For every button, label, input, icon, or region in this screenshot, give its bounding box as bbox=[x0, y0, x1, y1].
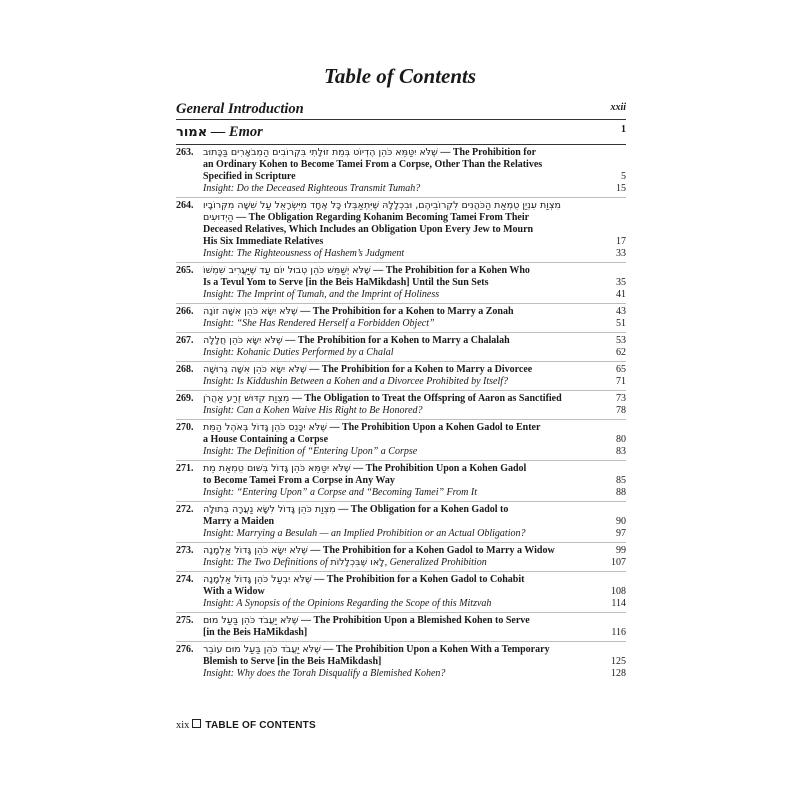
entry-hebrew: שֶׁלֹּא יִכָּנֵס כֹּהֵן גָּדוֹל בְּאֹהֶל הַמֵּת bbox=[203, 422, 327, 433]
entry-number: 274. bbox=[176, 574, 194, 585]
page-number: xxii bbox=[610, 102, 626, 113]
entry-title-line[interactable] bbox=[176, 656, 626, 668]
entry-number: 264. bbox=[176, 200, 194, 211]
entry-divider bbox=[176, 361, 626, 362]
entry-title-line[interactable] bbox=[176, 265, 626, 277]
entry-title-text: Deceased Relatives, Which Includes an Obligation Upon Every Jew to Mourn bbox=[203, 224, 534, 235]
page-number: 108 bbox=[611, 586, 626, 597]
entry-title-line[interactable] bbox=[176, 212, 626, 224]
page-number: 73 bbox=[616, 393, 626, 404]
entry-insight[interactable] bbox=[176, 528, 626, 540]
entry-title-line[interactable] bbox=[176, 171, 626, 183]
entry-number: 276. bbox=[176, 644, 194, 655]
page-number: 128 bbox=[611, 668, 626, 679]
footer-page-number: xix bbox=[176, 720, 190, 731]
toc-entry bbox=[176, 574, 626, 610]
entry-title-line[interactable] bbox=[176, 615, 626, 627]
section-dash: — bbox=[210, 124, 226, 140]
page-title: Table of Contents bbox=[323, 64, 477, 88]
entry-title-line[interactable] bbox=[176, 159, 626, 171]
entry-title-text: — The Prohibition for a Kohen to Marry a Zonah bbox=[300, 306, 514, 317]
entry-title-line[interactable] bbox=[176, 516, 626, 528]
entry-insight[interactable] bbox=[176, 376, 626, 388]
entry-title-text: — The Prohibition for a Kohen Gadol to Cohabit bbox=[314, 574, 525, 585]
insight-text: Insight: Can a Kohen Waive His Right to Be Honored? bbox=[203, 405, 423, 416]
page-number: 97 bbox=[616, 528, 626, 539]
entry-number: 271. bbox=[176, 463, 194, 474]
entry-hebrew: שֶׁלֹּא יַעֲבֹד כֹּהֵן בַּעַל מוּם bbox=[203, 615, 299, 626]
page-number: 125 bbox=[611, 656, 626, 667]
square-bullet-icon bbox=[192, 719, 201, 728]
entry-hebrew: שֶׁלֹּא יִטַּמֵּא כֹּהֵן הֶדְיוֹט בְּמֵת זוּלָתִי בִּקְרוֹבִים הַמְבֹאָרִים בַּכָּתוּב bbox=[203, 147, 438, 158]
page-number: 83 bbox=[616, 446, 626, 457]
page-number: 107 bbox=[611, 557, 626, 568]
entry-divider bbox=[176, 641, 626, 642]
table-of-contents bbox=[176, 100, 626, 680]
entry-title-line[interactable] bbox=[176, 545, 626, 557]
entry-title-text: — The Prohibition for a Kohen to Marry a Divorcee bbox=[309, 364, 533, 375]
entry-number: 269. bbox=[176, 393, 194, 404]
entry-title-line[interactable] bbox=[176, 627, 626, 639]
entry-title-text: — The Prohibition Upon a Kohen Gadol bbox=[353, 463, 527, 474]
entry-insight[interactable] bbox=[176, 318, 626, 330]
entry-divider bbox=[176, 197, 626, 198]
toc-entry bbox=[176, 364, 626, 388]
page-number: 88 bbox=[616, 487, 626, 498]
entry-hebrew: שֶׁלֹּא יִשָּׂא כֹּהֵן חֲלָלָה bbox=[203, 335, 283, 346]
page-number: 53 bbox=[616, 335, 626, 346]
page-number: 78 bbox=[616, 405, 626, 416]
page-number: 15 bbox=[616, 183, 626, 194]
entry-insight[interactable] bbox=[176, 289, 626, 301]
footer-title: TABLE OF CONTENTS bbox=[205, 720, 316, 731]
entry-divider bbox=[176, 262, 626, 263]
entry-list bbox=[176, 147, 626, 680]
entry-title-line[interactable] bbox=[176, 393, 626, 405]
entry-hebrew: שֶׁלֹּא יִטַּמֵּא כֹּהֵן גָּדוֹל בְּשׁוּם טֻמְאַת מֵת bbox=[203, 463, 351, 474]
insight-text: Insight: “Entering Upon” a Corpse and “Becoming Tamei” From It bbox=[203, 487, 477, 498]
entry-insight[interactable] bbox=[176, 598, 626, 610]
entry-hebrew: שֶׁלֹּא יִבְעַל כֹּהֵן גָּדוֹל אַלְמָנָה bbox=[203, 574, 312, 585]
entry-title-text: — The Prohibition Upon a Blemished Kohen to Serve bbox=[301, 615, 530, 626]
entry-title-line[interactable] bbox=[176, 306, 626, 318]
entry-insight[interactable] bbox=[176, 487, 626, 499]
entry-hebrew: שֶׁלֹּא יִשָּׂא כֹּהֵן אִשָּׁה זוֹנָה bbox=[203, 306, 298, 317]
page-number: 114 bbox=[611, 598, 626, 609]
running-footer bbox=[176, 719, 316, 731]
insight-text: Insight: Marrying a Besulah — an Implied Prohibition or an Actual Obligation? bbox=[203, 528, 526, 539]
entry-title-text: — The Obligation for a Kohen Gadol to bbox=[338, 504, 509, 515]
toc-entry bbox=[176, 545, 626, 569]
entry-divider bbox=[176, 460, 626, 461]
insight-text: Insight: Why does the Torah Disqualify a Blemished Kohen? bbox=[203, 668, 446, 679]
entry-divider bbox=[176, 612, 626, 613]
divider bbox=[176, 119, 626, 120]
entry-title-text: Specified in Scripture bbox=[203, 171, 296, 182]
entry-title-line[interactable] bbox=[176, 200, 626, 212]
entry-number: 263. bbox=[176, 147, 194, 158]
entry-title-text: His Six Immediate Relatives bbox=[203, 236, 324, 247]
entry-title-line[interactable] bbox=[176, 463, 626, 475]
entry-title-text: — The Obligation to Treat the Offspring of Aaron as Sanctified bbox=[291, 393, 562, 404]
insight-text: Insight: The Imprint of Tumah, and the Imprint of Holiness bbox=[203, 289, 440, 300]
page-number: 99 bbox=[616, 545, 626, 556]
section-label: Emor bbox=[228, 124, 263, 140]
insight-text: Insight: Kohanic Duties Performed by a Chalal bbox=[203, 347, 394, 358]
entry-number: 266. bbox=[176, 306, 194, 317]
toc-entry bbox=[176, 644, 626, 680]
page-number: 5 bbox=[621, 171, 626, 182]
insight-text: Insight: The Two Definitions of bbox=[203, 557, 328, 568]
page-number: 43 bbox=[616, 306, 626, 317]
entry-insight[interactable] bbox=[176, 347, 626, 359]
page-number: 51 bbox=[616, 318, 626, 329]
entry-number: 268. bbox=[176, 364, 194, 375]
insight-text: Insight: A Synopsis of the Opinions Regarding the Scope of this Mitzvah bbox=[203, 598, 492, 609]
entry-number: 273. bbox=[176, 545, 194, 556]
entry-divider bbox=[176, 332, 626, 333]
entry-hebrew: מִצְוַת קִדּוּשׁ זֶרַע אַהֲרֹן bbox=[203, 393, 290, 404]
entry-title-line[interactable] bbox=[176, 644, 626, 656]
entry-hebrew: מִצְוַת עִנְיַן טֻמְאַת הַכֹּהֲנִים לִקְרוֹבֵיהֶם, וּבִכְלָלָהּ שֶׁיִּתְאַבְּלוּ כָּל אֶחָד מִיִּשְׂרָאֵל עַל שִׁשָּׁה מִקְּרוֹבָיו bbox=[203, 200, 561, 211]
toc-entry bbox=[176, 335, 626, 359]
page-number: 71 bbox=[616, 376, 626, 387]
page-number: 1 bbox=[621, 124, 626, 135]
section-general-introduction[interactable] bbox=[176, 100, 626, 118]
entry-divider bbox=[176, 501, 626, 502]
insight-text: Insight: Do the Deceased Righteous Transmit Tumah? bbox=[203, 183, 421, 194]
entry-number: 270. bbox=[176, 422, 194, 433]
entry-title-line[interactable] bbox=[176, 422, 626, 434]
entry-title-text: Marry a Maiden bbox=[203, 516, 275, 527]
entry-title-line[interactable] bbox=[176, 475, 626, 487]
entry-title-text: a House Containing a Corpse bbox=[203, 434, 329, 445]
entry-number: 267. bbox=[176, 335, 194, 346]
entry-insight[interactable] bbox=[176, 668, 626, 680]
insight-text: Insight: The Righteousness of Hashem’s Judgment bbox=[203, 248, 405, 259]
entry-title-text: — The Prohibition for a Kohen Gadol to Marry a Widow bbox=[310, 545, 555, 556]
entry-title-text: — The Obligation Regarding Kohanim Becoming Tamei From Their bbox=[236, 212, 530, 223]
entry-hebrew: שֶׁלֹּא יִשָּׂא כֹּהֵן גָּדוֹל אַלְמָנָה bbox=[203, 545, 308, 556]
section-label: General Introduction bbox=[176, 101, 304, 117]
entry-title-text: With a Widow bbox=[203, 586, 265, 597]
page-number: 62 bbox=[616, 347, 626, 358]
entry-hebrew: מִצְוַת כֹּהֵן גָּדוֹל לִשָּׂא נַעֲרָה בְּתוּלָה bbox=[203, 504, 336, 515]
entry-title-text: [in the Beis HaMikdash] bbox=[203, 627, 308, 638]
entry-title-text: Blemish to Serve [in the Beis HaMikdash] bbox=[203, 656, 382, 667]
entry-hebrew: הַיְדוּעִים bbox=[203, 212, 234, 223]
entry-title-line[interactable] bbox=[176, 574, 626, 586]
entry-divider bbox=[176, 571, 626, 572]
entry-title-line[interactable] bbox=[176, 364, 626, 376]
entry-number: 275. bbox=[176, 615, 194, 626]
entry-title-line[interactable] bbox=[176, 147, 626, 159]
insight-text: Insight: Is Kiddushin Between a Kohen and a Divorcee Prohibited by Itself? bbox=[203, 376, 509, 387]
divider bbox=[176, 144, 626, 145]
page-number: 65 bbox=[616, 364, 626, 375]
entry-title-text: — The Prohibition Upon a Kohen With a Temporary bbox=[323, 644, 550, 655]
entry-hebrew: שֶׁלֹּא יִשָּׂא כֹּהֵן אִשָּׁה גְּרוּשָׁה bbox=[203, 364, 307, 375]
entry-title-text: to Become Tamei From a Corpse in Any Way bbox=[203, 475, 395, 486]
entry-divider bbox=[176, 542, 626, 543]
entry-title-text: Is a Tevul Yom to Serve [in the Beis HaMikdash] Until the Sun Sets bbox=[203, 277, 489, 288]
page-number: 33 bbox=[616, 248, 626, 259]
entry-insight[interactable] bbox=[176, 557, 626, 569]
entry-title-text: an Ordinary Kohen to Become Tamei From a Corpse, Other Than the Relatives bbox=[203, 159, 543, 170]
entry-divider bbox=[176, 303, 626, 304]
entry-title-line[interactable] bbox=[176, 277, 626, 289]
section-hebrew: אמור bbox=[176, 125, 208, 140]
toc-entry bbox=[176, 306, 626, 330]
insight-hebrew: לָאו שֶׁבִּכְלָלוֹת bbox=[330, 557, 385, 568]
entry-title-text: — The Prohibition for bbox=[440, 147, 537, 158]
entry-title-line[interactable] bbox=[176, 586, 626, 598]
entry-divider bbox=[176, 390, 626, 391]
entry-title-line[interactable] bbox=[176, 224, 626, 236]
entry-title-text: — The Prohibition for a Kohen Who bbox=[373, 265, 530, 276]
toc-entry bbox=[176, 393, 626, 417]
toc-entry bbox=[176, 147, 626, 195]
entry-title-line[interactable] bbox=[176, 504, 626, 516]
entry-divider bbox=[176, 419, 626, 420]
entry-number: 265. bbox=[176, 265, 194, 276]
entry-title-text: — The Prohibition Upon a Kohen Gadol to Enter bbox=[329, 422, 541, 433]
entry-hebrew: שֶׁלֹּא יְשַׁמֵּשׁ כֹּהֵן טְבוּל יוֹם עַד שֶׁיַּעֲרִיב שִׁמְשׁוֹ bbox=[203, 265, 371, 276]
toc-entry bbox=[176, 265, 626, 301]
entry-title-line[interactable] bbox=[176, 335, 626, 347]
entry-insight[interactable] bbox=[176, 405, 626, 417]
insight-text: Insight: The Definition of “Entering Upon” a Corpse bbox=[203, 446, 418, 457]
entry-number: 272. bbox=[176, 504, 194, 515]
toc-entry bbox=[176, 615, 626, 639]
entry-hebrew: שֶׁלֹּא יַעֲבֹד כֹּהֵן בַּעַל מוּם עוֹבֵר bbox=[203, 644, 321, 655]
section-emor[interactable] bbox=[176, 122, 626, 143]
page-number: 41 bbox=[616, 289, 626, 300]
entry-title-line[interactable] bbox=[176, 434, 626, 446]
page-number: 90 bbox=[616, 516, 626, 527]
page-number: 85 bbox=[616, 475, 626, 486]
entry-insight[interactable] bbox=[176, 183, 626, 195]
toc-entry bbox=[176, 463, 626, 499]
entry-insight[interactable] bbox=[176, 446, 626, 458]
insight-suffix: , Generalized Prohibition bbox=[384, 557, 487, 568]
toc-entry bbox=[176, 504, 626, 540]
page-number: 80 bbox=[616, 434, 626, 445]
page-number: 35 bbox=[616, 277, 626, 288]
toc-entry bbox=[176, 200, 626, 260]
entry-title-text: — The Prohibition for a Kohen to Marry a Chalalah bbox=[285, 335, 510, 346]
entry-title-line[interactable] bbox=[176, 236, 626, 248]
insight-text: Insight: “She Has Rendered Herself a Forbidden Object” bbox=[203, 318, 435, 329]
entry-insight[interactable] bbox=[176, 248, 626, 260]
toc-entry bbox=[176, 422, 626, 458]
page-number: 17 bbox=[616, 236, 626, 247]
page-number: 116 bbox=[611, 627, 626, 638]
